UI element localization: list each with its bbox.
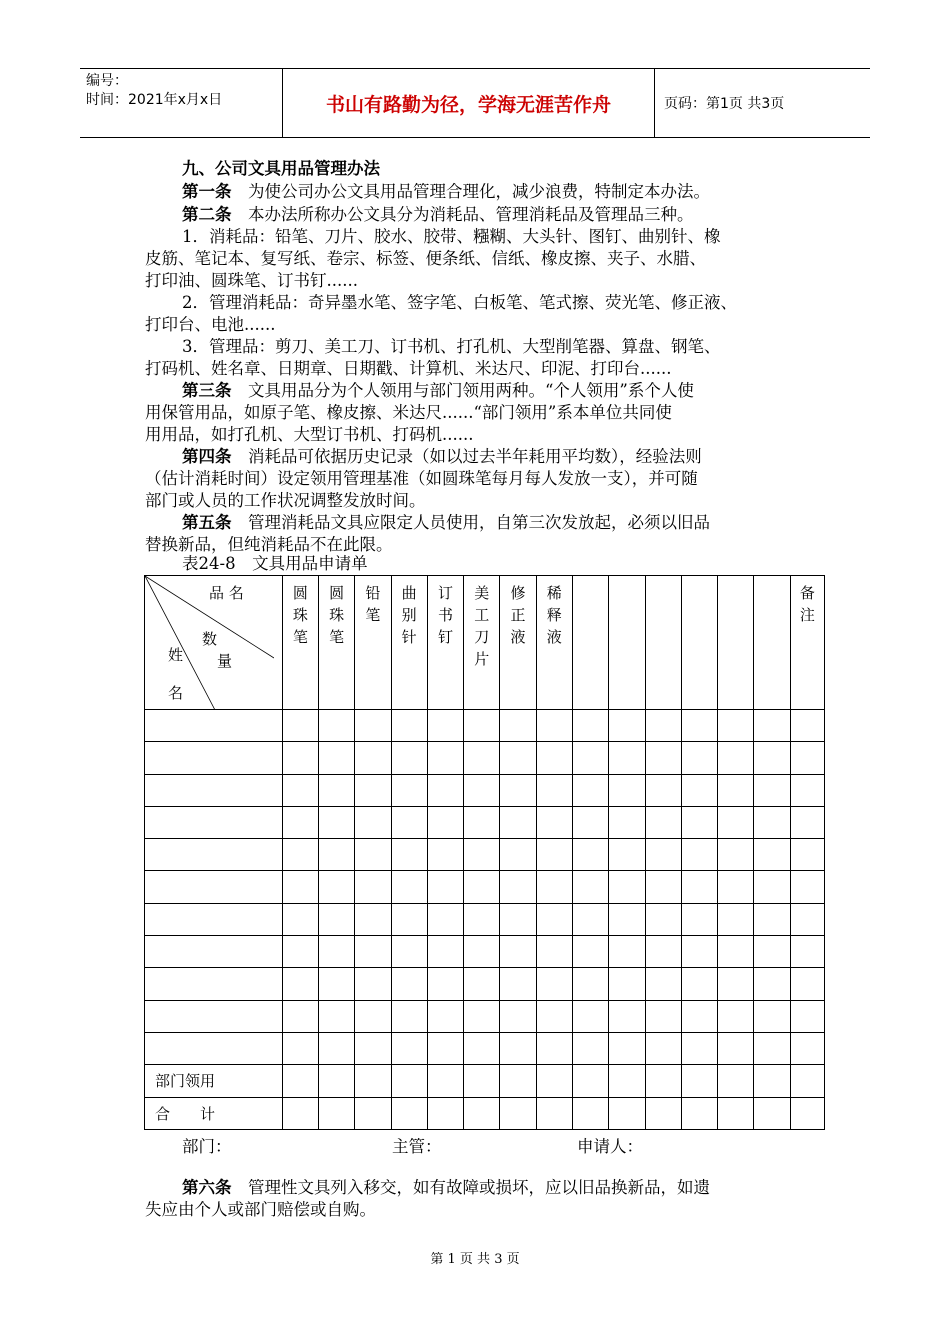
table-cell[interactable] bbox=[754, 903, 790, 935]
column-header-11 bbox=[645, 576, 681, 710]
table-cell[interactable] bbox=[645, 806, 681, 838]
table-cell[interactable] bbox=[145, 742, 283, 774]
table-cell[interactable] bbox=[318, 806, 354, 838]
table-cell[interactable] bbox=[355, 1000, 391, 1032]
signoff-applicant: 申请人： bbox=[577, 1137, 643, 1156]
item-2-line-1: 2．管理消耗品：奇异墨水笔、签字笔、白板笔、笔式擦、荧光笔、修正液、 bbox=[182, 293, 737, 312]
table-cell[interactable] bbox=[609, 839, 645, 871]
table-cell[interactable] bbox=[754, 742, 790, 774]
table-cell[interactable] bbox=[355, 968, 391, 1000]
table-cell[interactable] bbox=[391, 1032, 427, 1064]
table-cell[interactable] bbox=[536, 1065, 572, 1097]
table-cell[interactable] bbox=[391, 710, 427, 742]
table-cell[interactable] bbox=[500, 710, 536, 742]
table-cell[interactable] bbox=[145, 774, 283, 806]
table-cell[interactable] bbox=[427, 936, 463, 968]
table-cell[interactable] bbox=[681, 1065, 717, 1097]
table-cell[interactable] bbox=[318, 774, 354, 806]
table-cell[interactable] bbox=[145, 1000, 283, 1032]
table-cell[interactable] bbox=[464, 806, 500, 838]
table-cell[interactable] bbox=[718, 1065, 754, 1097]
table-row bbox=[145, 936, 825, 968]
table-row bbox=[145, 710, 825, 742]
table-row bbox=[145, 774, 825, 806]
table-cell[interactable] bbox=[681, 806, 717, 838]
table-cell[interactable] bbox=[145, 968, 283, 1000]
table-cell[interactable] bbox=[464, 1000, 500, 1032]
dept-usage-row-label: 部门领用 bbox=[145, 1065, 283, 1097]
table-cell[interactable] bbox=[572, 1000, 608, 1032]
table-cell[interactable] bbox=[500, 871, 536, 903]
article-2-head: 第二条 bbox=[182, 205, 232, 224]
table-cell[interactable] bbox=[572, 710, 608, 742]
table-cell[interactable] bbox=[145, 871, 283, 903]
table-cell[interactable] bbox=[282, 1097, 318, 1129]
table-cell[interactable] bbox=[536, 903, 572, 935]
table-cell[interactable] bbox=[464, 742, 500, 774]
table-cell[interactable] bbox=[536, 710, 572, 742]
table-cell[interactable] bbox=[464, 968, 500, 1000]
table-cell[interactable] bbox=[355, 839, 391, 871]
table-row bbox=[145, 1032, 825, 1064]
number-label: 编号： bbox=[86, 73, 128, 89]
table-cell[interactable] bbox=[754, 774, 790, 806]
header-meta bbox=[80, 69, 283, 137]
article-2-text: 本办法所称办公文具分为消耗品、管理消耗品及管理品三种。 bbox=[231, 205, 694, 224]
table-cell[interactable] bbox=[790, 968, 824, 1000]
table-cell[interactable] bbox=[645, 774, 681, 806]
table-cell[interactable] bbox=[318, 903, 354, 935]
table-cell[interactable] bbox=[609, 1097, 645, 1129]
article-6-line-1 bbox=[145, 1177, 862, 1199]
total-row-label: 合 计 bbox=[145, 1097, 283, 1129]
table-cell[interactable] bbox=[391, 806, 427, 838]
table-cell[interactable] bbox=[681, 710, 717, 742]
table-cell[interactable] bbox=[609, 1065, 645, 1097]
total-row bbox=[145, 1097, 825, 1129]
signoff-dept: 部门： bbox=[182, 1137, 232, 1156]
table-cell[interactable] bbox=[355, 1065, 391, 1097]
table-cell[interactable] bbox=[718, 774, 754, 806]
table-row bbox=[145, 806, 825, 838]
table-cell[interactable] bbox=[355, 936, 391, 968]
table-cell[interactable] bbox=[318, 742, 354, 774]
page-header bbox=[80, 68, 870, 138]
table-cell[interactable] bbox=[427, 710, 463, 742]
table-cell[interactable] bbox=[427, 806, 463, 838]
column-header-15: 备 注 bbox=[790, 576, 824, 710]
table-row bbox=[145, 1000, 825, 1032]
table-cell[interactable] bbox=[645, 936, 681, 968]
table-cell[interactable] bbox=[754, 839, 790, 871]
table-cell[interactable] bbox=[391, 936, 427, 968]
table-cell[interactable] bbox=[718, 968, 754, 1000]
table-cell[interactable] bbox=[145, 806, 283, 838]
table-cell[interactable] bbox=[790, 1000, 824, 1032]
table-cell[interactable] bbox=[718, 742, 754, 774]
table-cell[interactable] bbox=[754, 1032, 790, 1064]
table-cell[interactable] bbox=[427, 1032, 463, 1064]
table-cell[interactable] bbox=[681, 839, 717, 871]
table-cell[interactable] bbox=[145, 710, 283, 742]
table-cell[interactable] bbox=[391, 839, 427, 871]
table-cell[interactable] bbox=[790, 774, 824, 806]
table-cell[interactable] bbox=[754, 871, 790, 903]
table-cell[interactable] bbox=[145, 839, 283, 871]
table-cell[interactable] bbox=[681, 1097, 717, 1129]
table-cell[interactable] bbox=[609, 936, 645, 968]
table-cell[interactable] bbox=[355, 1097, 391, 1129]
table-cell[interactable] bbox=[536, 839, 572, 871]
table-cell[interactable] bbox=[790, 1032, 824, 1064]
column-header-1: 圆 珠 笔 bbox=[282, 576, 318, 710]
table-cell[interactable] bbox=[464, 936, 500, 968]
table-cell[interactable] bbox=[754, 806, 790, 838]
table-cell[interactable] bbox=[572, 1097, 608, 1129]
table-cell[interactable] bbox=[464, 1032, 500, 1064]
article-4-head: 第四条 bbox=[182, 447, 232, 466]
column-header-6: 美 工 刀 片 bbox=[464, 576, 500, 710]
table-cell[interactable] bbox=[391, 1097, 427, 1129]
table-cell[interactable] bbox=[391, 1000, 427, 1032]
table-cell[interactable] bbox=[536, 936, 572, 968]
table-cell[interactable] bbox=[464, 1097, 500, 1129]
table-cell[interactable] bbox=[572, 774, 608, 806]
table-cell[interactable] bbox=[790, 936, 824, 968]
table-cell[interactable] bbox=[282, 806, 318, 838]
article-3-line-1 bbox=[145, 380, 862, 402]
table-cell[interactable] bbox=[464, 871, 500, 903]
table-cell[interactable] bbox=[572, 742, 608, 774]
table-cell[interactable] bbox=[145, 903, 283, 935]
table-cell[interactable] bbox=[282, 742, 318, 774]
table-cell[interactable] bbox=[790, 742, 824, 774]
table-cell[interactable] bbox=[572, 839, 608, 871]
table-cell[interactable] bbox=[645, 742, 681, 774]
article-5-head: 第五条 bbox=[182, 513, 232, 532]
table-caption: 表24-8 文具用品申请单 bbox=[182, 554, 368, 573]
table-cell[interactable] bbox=[500, 774, 536, 806]
table-cell[interactable] bbox=[718, 1000, 754, 1032]
table-cell[interactable] bbox=[681, 1032, 717, 1064]
table-cell[interactable] bbox=[536, 806, 572, 838]
table-cell[interactable] bbox=[500, 839, 536, 871]
table-cell[interactable] bbox=[718, 936, 754, 968]
table-cell[interactable] bbox=[500, 936, 536, 968]
table-cell[interactable] bbox=[318, 1000, 354, 1032]
table-cell[interactable] bbox=[500, 1065, 536, 1097]
table-cell[interactable] bbox=[391, 968, 427, 1000]
table-row bbox=[145, 871, 825, 903]
dept-usage-row bbox=[145, 1065, 825, 1097]
table-cell[interactable] bbox=[536, 742, 572, 774]
table-cell[interactable] bbox=[609, 1032, 645, 1064]
item-1-line-1: 1．消耗品：铅笔、刀片、胶水、胶带、糨糊、大头针、图钉、曲别针、橡 bbox=[182, 227, 721, 246]
table-cell[interactable] bbox=[500, 903, 536, 935]
table-cell[interactable] bbox=[427, 839, 463, 871]
table-cell[interactable] bbox=[500, 968, 536, 1000]
table-cell[interactable] bbox=[681, 936, 717, 968]
table-cell[interactable] bbox=[318, 1097, 354, 1129]
table-cell[interactable] bbox=[536, 871, 572, 903]
table-cell[interactable] bbox=[718, 710, 754, 742]
item-3-line-2: 打码机、姓名章、日期章、日期戳、计算机、米达尺、印泥、打印台...... bbox=[145, 359, 672, 378]
column-header-2: 圆 珠 笔 bbox=[318, 576, 354, 710]
table-cell[interactable] bbox=[790, 710, 824, 742]
table-cell[interactable] bbox=[355, 806, 391, 838]
table-cell[interactable] bbox=[572, 936, 608, 968]
table-cell[interactable] bbox=[282, 903, 318, 935]
corner-label-qty-2: 量 bbox=[217, 652, 233, 670]
table-cell[interactable] bbox=[754, 936, 790, 968]
table-cell[interactable] bbox=[355, 1032, 391, 1064]
corner-label-name-1: 姓 bbox=[168, 646, 184, 664]
table-cell[interactable] bbox=[464, 774, 500, 806]
table-cell[interactable] bbox=[718, 839, 754, 871]
table-cell[interactable] bbox=[500, 806, 536, 838]
column-header-12 bbox=[681, 576, 717, 710]
table-cell[interactable] bbox=[464, 903, 500, 935]
item-1-line-3: 打印油、圆珠笔、订书钉...... bbox=[145, 271, 358, 290]
article-1 bbox=[145, 181, 862, 203]
table-cell[interactable] bbox=[282, 936, 318, 968]
table-cell[interactable] bbox=[609, 742, 645, 774]
table-cell[interactable] bbox=[572, 968, 608, 1000]
stationery-request-form bbox=[144, 575, 825, 1130]
table-cell[interactable] bbox=[718, 903, 754, 935]
table-cell[interactable] bbox=[282, 871, 318, 903]
table-cell[interactable] bbox=[427, 1065, 463, 1097]
article-3-line-2: 用保管用品，如原子笔、橡皮擦、米达尺......“部门领用”系本单位共同使 bbox=[145, 403, 672, 422]
table-cell[interactable] bbox=[718, 1032, 754, 1064]
table-cell[interactable] bbox=[790, 871, 824, 903]
table-cell[interactable] bbox=[500, 1097, 536, 1129]
table-cell[interactable] bbox=[536, 1000, 572, 1032]
table-row bbox=[145, 968, 825, 1000]
table-cell[interactable] bbox=[282, 1065, 318, 1097]
table-cell[interactable] bbox=[145, 936, 283, 968]
table-cell[interactable] bbox=[790, 1097, 824, 1129]
column-header-13 bbox=[718, 576, 754, 710]
header-motto: 书山有路勤为径，学海无涯苦作舟 bbox=[283, 69, 655, 137]
table-cell[interactable] bbox=[355, 871, 391, 903]
article-1-text: 为使公司办公文具用品管理合理化，减少浪费，特制定本办法。 bbox=[231, 182, 710, 201]
table-cell[interactable] bbox=[718, 871, 754, 903]
table-cell[interactable] bbox=[500, 1032, 536, 1064]
table-cell[interactable] bbox=[282, 1032, 318, 1064]
article-6-text: 管理性文具列入移交，如有故障或损坏，应以旧品换新品，如遗 bbox=[231, 1178, 710, 1197]
table-cell[interactable] bbox=[572, 1065, 608, 1097]
article-6-head: 第六条 bbox=[182, 1178, 232, 1197]
table-cell[interactable] bbox=[427, 903, 463, 935]
item-1-line-2: 皮筋、笔记本、复写纸、卷宗、标签、便条纸、信纸、橡皮擦、夹子、水腊、 bbox=[145, 249, 706, 268]
article-4-line-3: 部门或人员的工作状况调整发放时间。 bbox=[145, 491, 426, 510]
table-cell[interactable] bbox=[318, 1032, 354, 1064]
corner-diagonal-cell bbox=[145, 576, 283, 710]
table-cell[interactable] bbox=[645, 871, 681, 903]
article-5-line-1 bbox=[145, 512, 862, 534]
table-cell[interactable] bbox=[500, 1000, 536, 1032]
table-cell[interactable] bbox=[427, 774, 463, 806]
article-5-line-2: 替换新品，但纯消耗品不在此限。 bbox=[145, 535, 393, 554]
article-2 bbox=[145, 204, 862, 226]
table-cell[interactable] bbox=[645, 1032, 681, 1064]
table-cell[interactable] bbox=[427, 1097, 463, 1129]
table-cell[interactable] bbox=[790, 903, 824, 935]
table-cell[interactable] bbox=[609, 774, 645, 806]
corner-label-name-2: 名 bbox=[168, 684, 184, 702]
table-cell[interactable] bbox=[645, 1000, 681, 1032]
column-header-3: 铅 笔 bbox=[355, 576, 391, 710]
article-4-line-2: （估计消耗时间）设定领用管理基准（如圆珠笔每月每人发放一支），并可随 bbox=[145, 469, 698, 488]
table-row bbox=[145, 742, 825, 774]
table-cell[interactable] bbox=[391, 903, 427, 935]
table-cell[interactable] bbox=[464, 710, 500, 742]
table-row bbox=[145, 839, 825, 871]
column-header-4: 曲 别 针 bbox=[391, 576, 427, 710]
header-page-info: 页码：第1页 共3页 bbox=[664, 96, 785, 112]
article-4-text: 消耗品可依据历史记录（如以过去半年耗用平均数），经验法则 bbox=[231, 447, 702, 466]
table-cell[interactable] bbox=[282, 710, 318, 742]
article-3-text: 文具用品分为个人领用与部门领用两种。“个人领用”系个人使 bbox=[231, 381, 694, 400]
table-cell[interactable] bbox=[427, 742, 463, 774]
table-cell[interactable] bbox=[790, 839, 824, 871]
table-cell[interactable] bbox=[572, 871, 608, 903]
column-header-5: 订 书 钉 bbox=[427, 576, 463, 710]
table-cell[interactable] bbox=[282, 1000, 318, 1032]
article-5-text: 管理消耗品文具应限定人员使用，自第三次发放起，必须以旧品 bbox=[231, 513, 710, 532]
table-header-row bbox=[145, 576, 825, 710]
table-cell[interactable] bbox=[536, 774, 572, 806]
item-2-line-2: 打印台、电池...... bbox=[145, 315, 276, 334]
table-cell[interactable] bbox=[391, 774, 427, 806]
table-cell[interactable] bbox=[355, 903, 391, 935]
table-cell[interactable] bbox=[145, 1032, 283, 1064]
table-cell[interactable] bbox=[645, 839, 681, 871]
table-cell[interactable] bbox=[536, 1097, 572, 1129]
table-cell[interactable] bbox=[718, 806, 754, 838]
corner-label-item: 品 名 bbox=[209, 584, 244, 602]
table-cell[interactable] bbox=[318, 936, 354, 968]
table-cell[interactable] bbox=[681, 903, 717, 935]
item-3-line-1: 3．管理品：剪刀、美工刀、订书机、打孔机、大型削笔器、算盘、钢笔、 bbox=[182, 337, 721, 356]
column-header-14 bbox=[754, 576, 790, 710]
table-cell[interactable] bbox=[609, 710, 645, 742]
article-6-line-2: 失应由个人或部门赔偿或自购。 bbox=[145, 1200, 376, 1219]
table-cell[interactable] bbox=[718, 1097, 754, 1129]
column-header-9 bbox=[572, 576, 608, 710]
table-cell[interactable] bbox=[609, 1000, 645, 1032]
table-cell[interactable] bbox=[282, 774, 318, 806]
table-cell[interactable] bbox=[681, 871, 717, 903]
table-cell[interactable] bbox=[391, 871, 427, 903]
table-cell[interactable] bbox=[572, 903, 608, 935]
table-cell[interactable] bbox=[318, 871, 354, 903]
article-3-line-3: 用用品，如打孔机、大型订书机、打码机...... bbox=[145, 425, 474, 444]
table-cell[interactable] bbox=[681, 968, 717, 1000]
table-cell[interactable] bbox=[464, 1065, 500, 1097]
table-cell[interactable] bbox=[645, 710, 681, 742]
table-cell[interactable] bbox=[427, 968, 463, 1000]
table-cell[interactable] bbox=[754, 1065, 790, 1097]
table-cell[interactable] bbox=[318, 839, 354, 871]
table-cell[interactable] bbox=[572, 1032, 608, 1064]
table-cell[interactable] bbox=[681, 774, 717, 806]
table-cell[interactable] bbox=[609, 903, 645, 935]
table-cell[interactable] bbox=[754, 1097, 790, 1129]
table-cell[interactable] bbox=[754, 1000, 790, 1032]
page-footer: 第 1 页 共 3 页 bbox=[430, 1252, 520, 1267]
table-cell[interactable] bbox=[790, 1065, 824, 1097]
article-4-line-1 bbox=[145, 446, 862, 468]
table-cell[interactable] bbox=[355, 774, 391, 806]
table-cell[interactable] bbox=[536, 968, 572, 1000]
column-header-8: 稀 释 液 bbox=[536, 576, 572, 710]
article-1-head: 第一条 bbox=[182, 182, 232, 201]
table-cell[interactable] bbox=[645, 903, 681, 935]
table-cell[interactable] bbox=[427, 1000, 463, 1032]
table-cell[interactable] bbox=[609, 806, 645, 838]
table-cell[interactable] bbox=[427, 871, 463, 903]
table-cell[interactable] bbox=[681, 1000, 717, 1032]
table-cell[interactable] bbox=[754, 968, 790, 1000]
table-cell[interactable] bbox=[645, 1097, 681, 1129]
corner-label-qty-1: 数 bbox=[202, 630, 218, 648]
table-cell[interactable] bbox=[464, 839, 500, 871]
table-cell[interactable] bbox=[318, 710, 354, 742]
table-cell[interactable] bbox=[355, 710, 391, 742]
table-cell[interactable] bbox=[282, 968, 318, 1000]
doc-title: 九、公司文具用品管理办法 bbox=[182, 159, 380, 178]
table-cell[interactable] bbox=[645, 1065, 681, 1097]
table-cell[interactable] bbox=[681, 742, 717, 774]
time-label: 时间：2021年x月x日 bbox=[86, 92, 223, 108]
article-3-head: 第三条 bbox=[182, 381, 232, 400]
signoff-supervisor: 主管： bbox=[392, 1137, 442, 1156]
table-cell[interactable] bbox=[536, 1032, 572, 1064]
table-row bbox=[145, 903, 825, 935]
table-cell[interactable] bbox=[609, 871, 645, 903]
table-cell[interactable] bbox=[318, 1065, 354, 1097]
table-cell[interactable] bbox=[609, 968, 645, 1000]
table-cell[interactable] bbox=[391, 1065, 427, 1097]
column-header-7: 修 正 液 bbox=[500, 576, 536, 710]
table-cell[interactable] bbox=[754, 710, 790, 742]
table-cell[interactable] bbox=[645, 968, 681, 1000]
table-cell[interactable] bbox=[355, 742, 391, 774]
table-cell[interactable] bbox=[391, 742, 427, 774]
table-cell[interactable] bbox=[572, 806, 608, 838]
table-cell[interactable] bbox=[282, 839, 318, 871]
table-cell[interactable] bbox=[318, 968, 354, 1000]
table-cell[interactable] bbox=[790, 806, 824, 838]
column-header-10 bbox=[609, 576, 645, 710]
table-cell[interactable] bbox=[500, 742, 536, 774]
